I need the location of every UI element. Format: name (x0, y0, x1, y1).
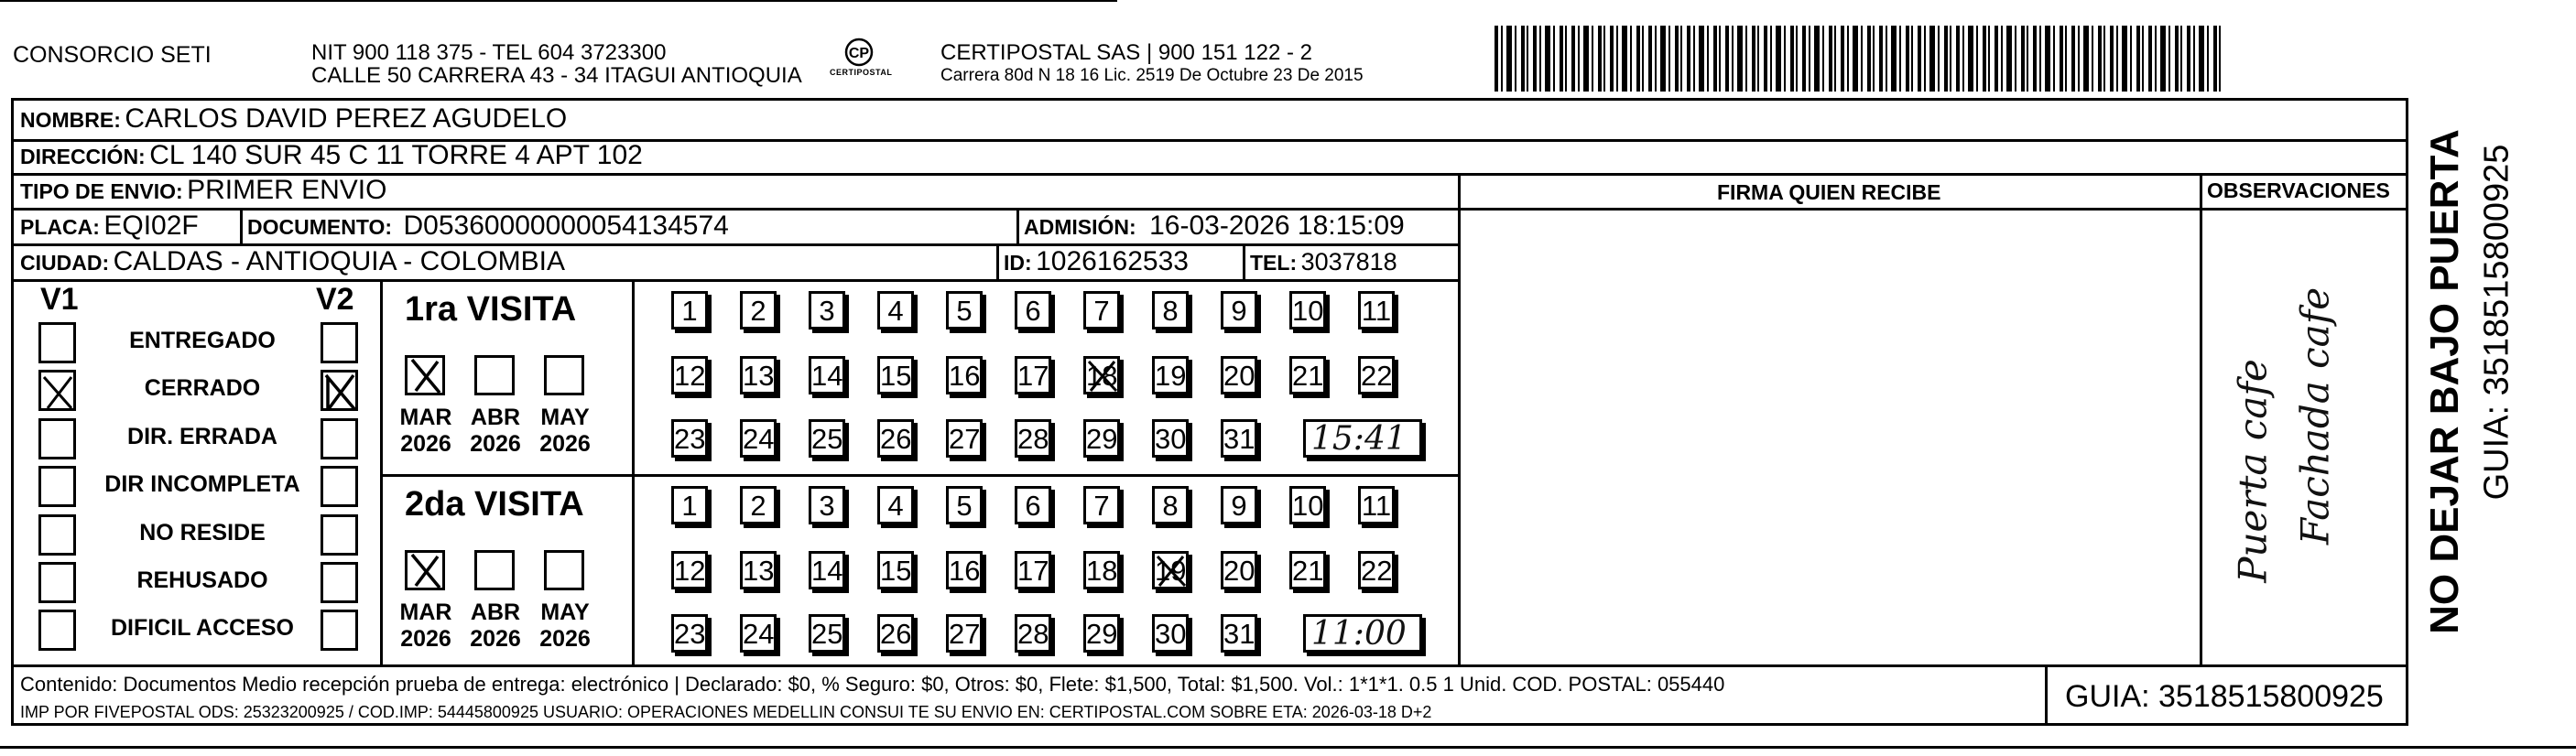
month-label (535, 599, 595, 653)
id-field (1004, 246, 1189, 277)
time-value: 15:41 (1311, 420, 1407, 458)
address-line: CALLE 50 CARRERA 43 - 34 ITAGUI ANTIOQUIA (311, 63, 802, 88)
no-dejar-bajo-puerta: NO DEJAR BAJO PUERTA (2422, 129, 2467, 634)
day-box[interactable]: 26 (877, 614, 914, 653)
v1-checkbox[interactable] (38, 562, 76, 603)
day-box[interactable]: 31 (1221, 419, 1257, 458)
month-checkbox[interactable] (474, 550, 515, 590)
day-box[interactable]: 25 (809, 614, 845, 653)
day-box[interactable]: 3 (809, 486, 845, 524)
day-box[interactable]: 9 (1221, 486, 1257, 524)
day-box[interactable]: 5 (946, 486, 983, 524)
month-year: 2026 (400, 431, 451, 457)
day-box[interactable]: 4 (877, 486, 914, 524)
id-label: ID: (1004, 251, 1032, 275)
month-name: ABR (470, 405, 521, 430)
month-label (465, 599, 526, 653)
obs-line-1: Puerta cafe (2230, 359, 2276, 583)
day-check-mark (1085, 358, 1122, 399)
month-label (465, 405, 526, 458)
direccion-field (20, 140, 643, 171)
footer-contenido: Contenido: Documentos Medio recepción prueba de entrega: electrónico | Declarado: $0, % Seguro: $0, Otros: $0, Flete: $1,500, Total: $1,500. Vol.: 1*1*1. 0.5 1 Unid. COD. POSTAL: 055440 (20, 673, 1725, 696)
v2-checkbox[interactable] (321, 418, 358, 459)
status-label: DIFICIL ACCESO (110, 615, 294, 641)
day-box[interactable]: 19 (1152, 551, 1189, 589)
month-year: 2026 (539, 431, 591, 457)
admision-field (1024, 211, 1405, 242)
day-box[interactable]: 27 (946, 614, 983, 653)
day-box[interactable]: 10 (1289, 486, 1326, 524)
day-box[interactable]: 18 (1083, 356, 1120, 394)
day-box[interactable]: 23 (671, 614, 708, 653)
v1-checkbox[interactable] (38, 322, 76, 363)
day-box[interactable]: 6 (1015, 486, 1051, 524)
month-year: 2026 (539, 626, 591, 652)
day-box[interactable]: 15 (877, 356, 914, 394)
v2-checkbox[interactable] (321, 514, 358, 556)
day-box[interactable]: 10 (1289, 291, 1326, 329)
v1-checkbox[interactable] (38, 466, 76, 507)
logo-text: CERTIPOSTAL (830, 68, 893, 77)
tel-field (1250, 248, 1397, 276)
day-box[interactable]: 11 (1358, 486, 1395, 524)
month-year: 2026 (400, 626, 451, 652)
day-box[interactable]: 23 (671, 419, 708, 458)
time-value: 11:00 (1311, 615, 1407, 653)
certipostal-logo (822, 37, 896, 84)
day-box[interactable]: 20 (1221, 356, 1257, 394)
status-label: NO RESIDE (139, 520, 266, 545)
nombre-field (20, 103, 567, 135)
status-label: DIR. ERRADA (127, 424, 277, 449)
month-name: MAY (540, 405, 590, 430)
day-box[interactable]: 11 (1358, 291, 1395, 329)
day-box[interactable]: 31 (1221, 614, 1257, 653)
status-label: ENTREGADO (129, 328, 276, 353)
observaciones-handwriting (2207, 238, 2390, 659)
day-box[interactable]: 22 (1358, 356, 1395, 394)
day-box[interactable]: 16 (946, 356, 983, 394)
month-name: MAR (399, 599, 452, 625)
v1-checkbox[interactable] (38, 610, 76, 651)
month-label (396, 405, 456, 458)
bottom-rule (0, 746, 2576, 749)
firma-header: FIRMA QUIEN RECIBE (1717, 180, 1941, 204)
ciudad-field (20, 246, 565, 277)
nombre-value: CARLOS DAVID PEREZ AGUDELO (125, 103, 568, 134)
day-box[interactable]: 26 (877, 419, 914, 458)
day-box[interactable]: 24 (740, 419, 777, 458)
footer-imp: IMP POR FIVEPOSTAL ODS: 25323200925 / COD.IMP: 54445800925 USUARIO: OPERACIONES MEDELLIN CONSUI TE SU ENVIO EN: CERTIPOSTAL.COM SOBRE ETA: 2026-03-18 D+2 (20, 703, 1432, 721)
day-box[interactable]: 13 (740, 356, 777, 394)
svg-text:CP: CP (848, 46, 870, 61)
nit-line: NIT 900 118 375 - TEL 604 3723300 (311, 40, 667, 65)
day-box[interactable]: 28 (1015, 419, 1051, 458)
observaciones-header: OBSERVACIONES (2207, 178, 2390, 202)
day-box[interactable]: 30 (1152, 419, 1189, 458)
tel-label: TEL: (1250, 251, 1298, 275)
v1-checkbox[interactable] (38, 514, 76, 556)
day-box[interactable]: 15 (877, 551, 914, 589)
visit-title: 2da VISITA (405, 485, 584, 524)
tipo-label: TIPO DE ENVIO: (20, 179, 183, 203)
month-year: 2026 (470, 431, 521, 457)
day-box[interactable]: 25 (809, 419, 845, 458)
nombre-label: NOMBRE: (20, 108, 121, 132)
ciudad-value: CALDAS - ANTIOQUIA - COLOMBIA (113, 246, 565, 276)
v1-check-mark (40, 372, 77, 416)
license-line: Carrera 80d N 18 16 Lic. 2519 De Octubre 23 De 2015 (940, 66, 1364, 85)
month-name: MAR (399, 405, 452, 430)
day-box[interactable]: 4 (877, 291, 914, 329)
admision-label: ADMISIÓN: (1024, 215, 1136, 239)
day-box[interactable]: 17 (1015, 551, 1051, 589)
day-box[interactable]: 12 (671, 551, 708, 589)
documento-field (247, 211, 729, 242)
day-box[interactable]: 22 (1358, 551, 1395, 589)
status-label: REHUSADO (136, 567, 268, 593)
status-label: DIR INCOMPLETA (104, 471, 300, 497)
month-label (535, 405, 595, 458)
day-box[interactable]: 7 (1083, 291, 1120, 329)
day-box[interactable]: 18 (1083, 551, 1120, 589)
tipo-value: PRIMER ENVIO (187, 175, 387, 205)
month-check-mark (407, 551, 447, 596)
month-checkbox[interactable] (544, 550, 584, 590)
placa-value: EQI02F (103, 211, 199, 241)
tel-value: 3037818 (1300, 248, 1397, 275)
month-name: MAY (540, 599, 590, 625)
day-box[interactable]: 2 (740, 291, 777, 329)
day-box[interactable]: 5 (946, 291, 983, 329)
month-check-mark (407, 356, 447, 401)
admision-value: 16-03-2026 18:15:09 (1149, 211, 1405, 241)
v2-label: V2 (316, 282, 354, 317)
id-value: 1026162533 (1036, 246, 1189, 276)
ciudad-label: CIUDAD: (20, 251, 110, 275)
day-box[interactable]: 3 (809, 291, 845, 329)
tipo-field (20, 175, 386, 206)
day-box[interactable]: 21 (1289, 356, 1326, 394)
obs-line-2: Fachada cafe (2292, 286, 2338, 545)
day-box[interactable]: 6 (1015, 291, 1051, 329)
month-year: 2026 (470, 626, 521, 652)
day-box[interactable]: 13 (740, 551, 777, 589)
top-rule (0, 0, 1117, 2)
day-box[interactable]: 20 (1221, 551, 1257, 589)
footer-guia: GUIA: 3518515800925 (2065, 679, 2384, 714)
day-box[interactable]: 27 (946, 419, 983, 458)
month-name: ABR (470, 599, 521, 625)
day-box[interactable]: 8 (1152, 291, 1189, 329)
day-box[interactable]: 8 (1152, 486, 1189, 524)
day-box[interactable]: 12 (671, 356, 708, 394)
v2-checkbox[interactable] (321, 322, 358, 363)
direccion-label: DIRECCIÓN: (20, 145, 146, 168)
status-label: CERRADO (144, 375, 261, 401)
day-box[interactable]: 28 (1015, 614, 1051, 653)
certipostal-line: CERTIPOSTAL SAS | 900 151 122 - 2 (940, 40, 1312, 65)
barcode (1495, 26, 2225, 92)
day-box[interactable]: 19 (1152, 356, 1189, 394)
month-checkbox[interactable] (474, 355, 515, 395)
documento-label: DOCUMENTO: (247, 215, 393, 239)
v1-label: V1 (40, 282, 79, 317)
day-check-mark (1154, 553, 1190, 594)
v2-checkbox[interactable] (321, 610, 358, 651)
day-box[interactable]: 16 (946, 551, 983, 589)
day-box[interactable]: 9 (1221, 291, 1257, 329)
v2-checkbox[interactable] (321, 562, 358, 603)
v1-checkbox[interactable] (38, 418, 76, 459)
day-box[interactable]: 29 (1083, 419, 1120, 458)
day-box[interactable]: 1 (671, 486, 708, 524)
day-box[interactable]: 21 (1289, 551, 1326, 589)
placa-label: PLACA: (20, 215, 100, 239)
day-box[interactable]: 7 (1083, 486, 1120, 524)
side-guia: GUIA: 3518515800925 (2477, 144, 2516, 501)
placa-field (20, 211, 199, 242)
month-checkbox[interactable] (544, 355, 584, 395)
documento-value: D05360000000054134574 (403, 211, 729, 241)
day-box[interactable]: 14 (809, 551, 845, 589)
day-box[interactable]: 30 (1152, 614, 1189, 653)
day-box[interactable]: 17 (1015, 356, 1051, 394)
day-box[interactable]: 14 (809, 356, 845, 394)
day-box[interactable]: 2 (740, 486, 777, 524)
month-label (396, 599, 456, 653)
v2-checkbox[interactable] (321, 466, 358, 507)
day-box[interactable]: 24 (740, 614, 777, 653)
day-box[interactable]: 1 (671, 291, 708, 329)
company-name: CONSORCIO SETI (13, 42, 212, 68)
direccion-value: CL 140 SUR 45 C 11 TORRE 4 APT 102 (149, 140, 643, 170)
visit-title: 1ra VISITA (405, 290, 577, 329)
v2-check-mark (322, 372, 359, 416)
day-box[interactable]: 29 (1083, 614, 1120, 653)
